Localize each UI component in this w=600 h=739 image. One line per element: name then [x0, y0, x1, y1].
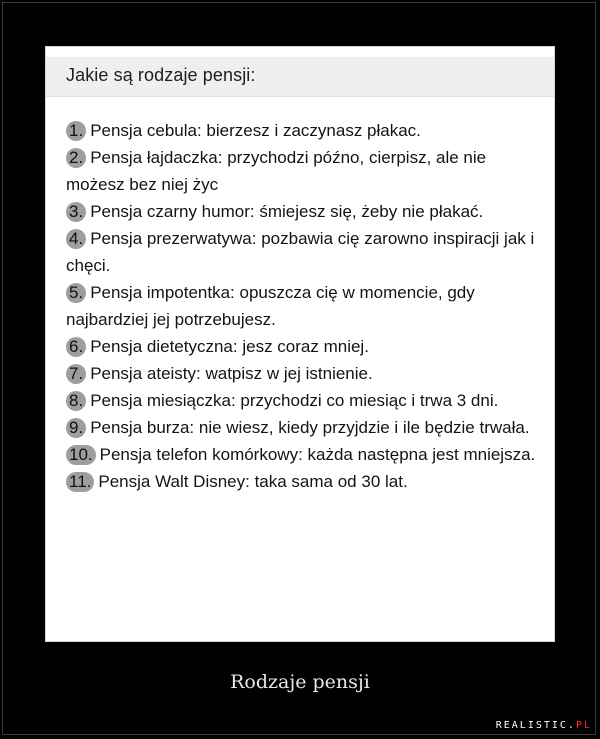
- poster-caption: Rodzaje pensji: [230, 671, 370, 693]
- list-item: [66, 441, 546, 468]
- watermark-main: REALISTIC.: [495, 720, 576, 731]
- list-item: [66, 333, 546, 360]
- item-number-badge: 1.: [66, 121, 86, 141]
- list-item: [66, 279, 546, 333]
- list-item: [66, 468, 546, 495]
- item-number-badge: 10.: [66, 445, 96, 465]
- item-text: Pensja łajdaczka: przychodzi późno, cierpisz, ale nie możesz bez niej życ: [66, 148, 487, 194]
- list-item: [66, 198, 546, 225]
- item-text: Pensja czarny humor: śmiejesz się, żeby nie płakać.: [90, 202, 484, 221]
- pensja-list: [66, 117, 546, 495]
- item-text: Pensja cebula: bierzesz i zaczynasz płakac.: [90, 121, 421, 140]
- list-item: [66, 117, 546, 144]
- item-number-badge: 7.: [66, 364, 86, 384]
- list-item: [66, 225, 546, 279]
- item-text: Pensja telefon komórkowy: każda następna jest mniejsza.: [99, 445, 536, 464]
- item-text: Pensja miesiączka: przychodzi co miesiąc i trwa 3 dni.: [90, 391, 499, 410]
- item-number-badge: 2.: [66, 148, 86, 168]
- item-number-badge: 3.: [66, 202, 86, 222]
- item-text: Pensja Walt Disney: taka sama od 30 lat.: [98, 472, 408, 491]
- list-item: [66, 414, 546, 441]
- item-number-badge: 4.: [66, 229, 86, 249]
- item-text: Pensja dietetyczna: jesz coraz mniej.: [90, 337, 369, 356]
- watermark-logo: [496, 720, 592, 731]
- item-number-badge: 5.: [66, 283, 86, 303]
- item-number-badge: 6.: [66, 337, 86, 357]
- list-item: [66, 144, 546, 198]
- item-text: Pensja burza: nie wiesz, kiedy przyjdzie i ile będzie trwała.: [90, 418, 530, 437]
- watermark-suffix: PL: [575, 720, 592, 731]
- item-number-badge: 8.: [66, 391, 86, 411]
- card-title: Jakie są rodzaje pensji:: [66, 65, 256, 85]
- item-text: Pensja prezerwatywa: pozbawia cię zarowno inspiracji jak i chęci.: [66, 229, 535, 275]
- list-item: [66, 360, 546, 387]
- item-number-badge: 9.: [66, 418, 86, 438]
- item-number-badge: 11.: [66, 472, 94, 492]
- text-card: [45, 46, 555, 642]
- item-text: Pensja impotentka: opuszcza cię w momencie, gdy najbardziej jej potrzebujesz.: [66, 283, 475, 329]
- list-item: [66, 387, 546, 414]
- item-text: Pensja ateisty: watpisz w jej istnienie.: [90, 364, 373, 383]
